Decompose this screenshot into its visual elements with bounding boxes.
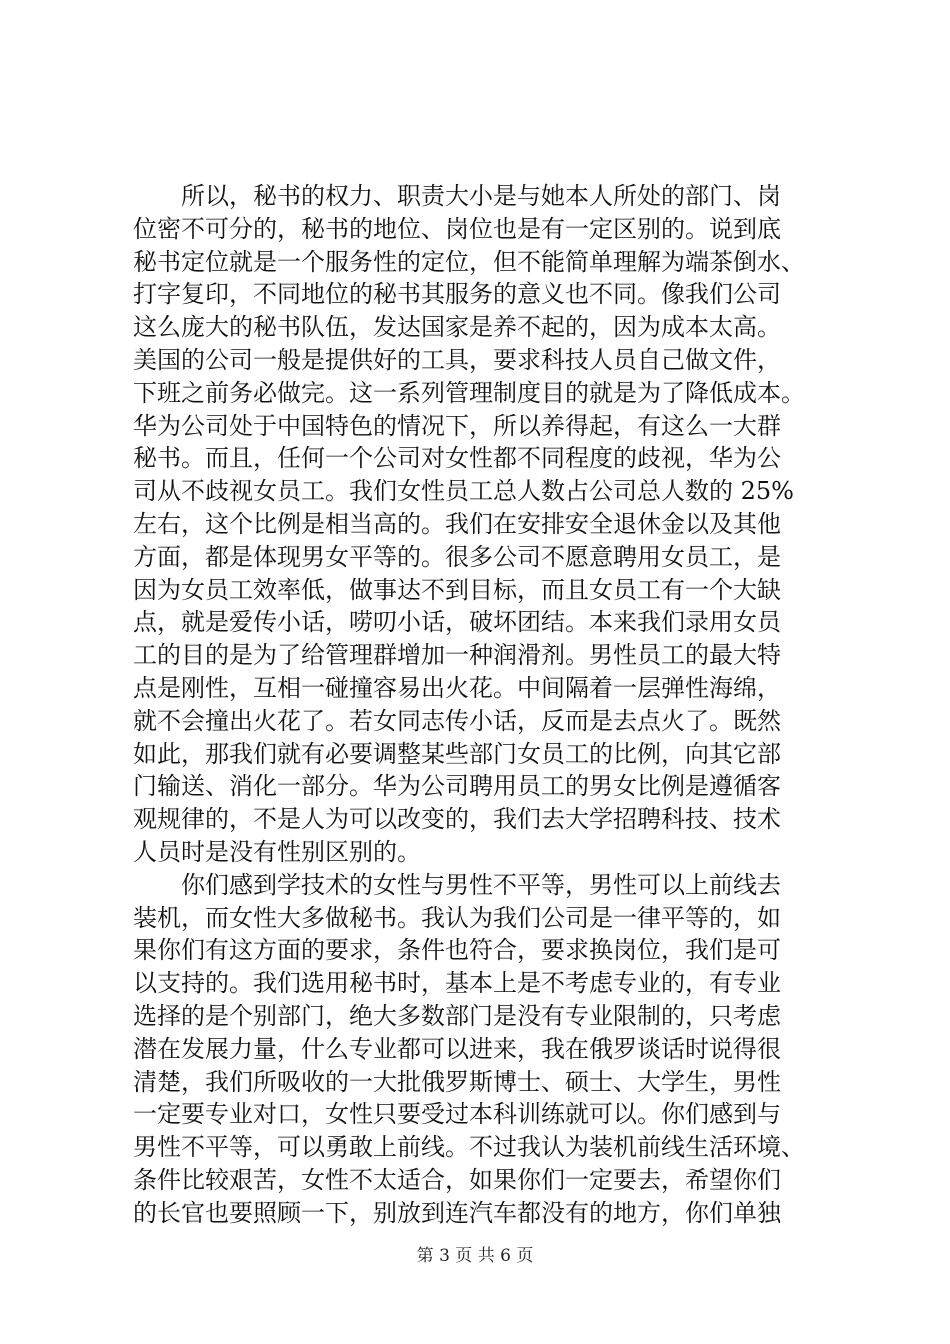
text-line: 男性不平等，可以勇敢上前线。不过我认为装机前线生活环境、 [133, 1133, 805, 1162]
text-line: 下班之前务必做完。这一系列管理制度目的就是为了降低成本。 [133, 378, 805, 407]
text-line: 打字复印，不同地位的秘书其服务的意义也不同。像我们公司 [133, 280, 781, 309]
text-line: 位密不可分的，秘书的地位、岗位也是有一定区别的。说到底 [133, 214, 781, 243]
text-line: 工的目的是为了给管理群增加一种润滑剂。男性员工的最大特 [133, 641, 781, 670]
text-line: 所以，秘书的权力、职责大小是与她本人所处的部门、岗 [181, 182, 781, 210]
text-line: 的长官也要照顾一下，别放到连汽车都没有的地方，你们单独 [133, 1198, 781, 1227]
text-line: 果你们有这方面的要求，条件也符合，要求换岗位，我们是可 [133, 936, 781, 965]
text-line: 司从不歧视女员工。我们女性员工总人数占公司总人数的 25% [133, 477, 794, 506]
text-line: 点是刚性，互相一碰撞容易出火花。中间隔着一层弹性海绵， [133, 673, 781, 702]
text-line: 门输送、消化一部分。华为公司聘用员工的男女比例是遵循客 [133, 772, 781, 801]
text-line: 就不会撞出火花了。若女同志传小话，反而是去点火了。既然 [133, 706, 781, 735]
text-line: 清楚，我们所吸收的一大批俄罗斯博士、硕士、大学生，男性 [133, 1067, 781, 1096]
text-line: 潜在发展力量，什么专业都可以进来，我在俄罗谈话时说得很 [133, 1034, 781, 1063]
text-line: 一定要专业对口，女性只要受过本科训练就可以。你们感到与 [133, 1100, 781, 1129]
text-line: 你们感到学技术的女性与男性不平等，男性可以上前线去 [181, 870, 781, 899]
text-line: 秘书定位就是一个服务性的定位，但不能简单理解为端茶倒水、 [133, 247, 805, 276]
text-line: 选择的是个别部门，绝大多数部门是没有专业限制的，只考虑 [133, 1001, 781, 1030]
text-line: 点，就是爱传小话，唠叨小话，破坏团结。本来我们录用女员 [133, 608, 781, 637]
page-footer [0, 1244, 950, 1268]
text-line: 装机，而女性大多做秘书。我认为我们公司是一律平等的，如 [133, 903, 781, 932]
text-line: 以支持的。我们选用秘书时，基本上是不考虑专业的，有专业 [133, 969, 781, 998]
page-number: 第 3 页 共 6 页 [416, 1246, 534, 1266]
text-line: 观规律的，不是人为可以改变的，我们去大学招聘科技、技术 [133, 805, 781, 834]
paragraph-2 [133, 869, 833, 1230]
text-line: 秘书。而且，任何一个公司对女性都不同程度的歧视，华为公 [133, 444, 781, 473]
text-line: 美国的公司一般是提供好的工具，要求科技人员自己做文件， [133, 345, 781, 374]
text-line: 人员时是没有性别区别的。 [133, 837, 421, 866]
text-line: 因为女员工效率低，做事达不到目标，而且女员工有一个大缺 [133, 575, 781, 604]
text-line: 方面，都是体现男女平等的。很多公司不愿意聘用女员工，是 [133, 542, 781, 571]
paragraph-1 [133, 180, 833, 869]
text-line: 如此，那我们就有必要调整某些部门女员工的比例，向其它部 [133, 739, 781, 768]
text-line: 左右，这个比例是相当高的。我们在安排安全退休金以及其他 [133, 509, 781, 538]
text-line: 条件比较艰苦，女性不太适合，如果你们一定要去，希望你们 [133, 1165, 781, 1194]
text-line: 这么庞大的秘书队伍，发达国家是养不起的，因为成本太高。 [133, 313, 781, 342]
text-line: 华为公司处于中国特色的情况下，所以养得起，有这么一大群 [133, 411, 781, 440]
document-body [133, 180, 833, 1230]
